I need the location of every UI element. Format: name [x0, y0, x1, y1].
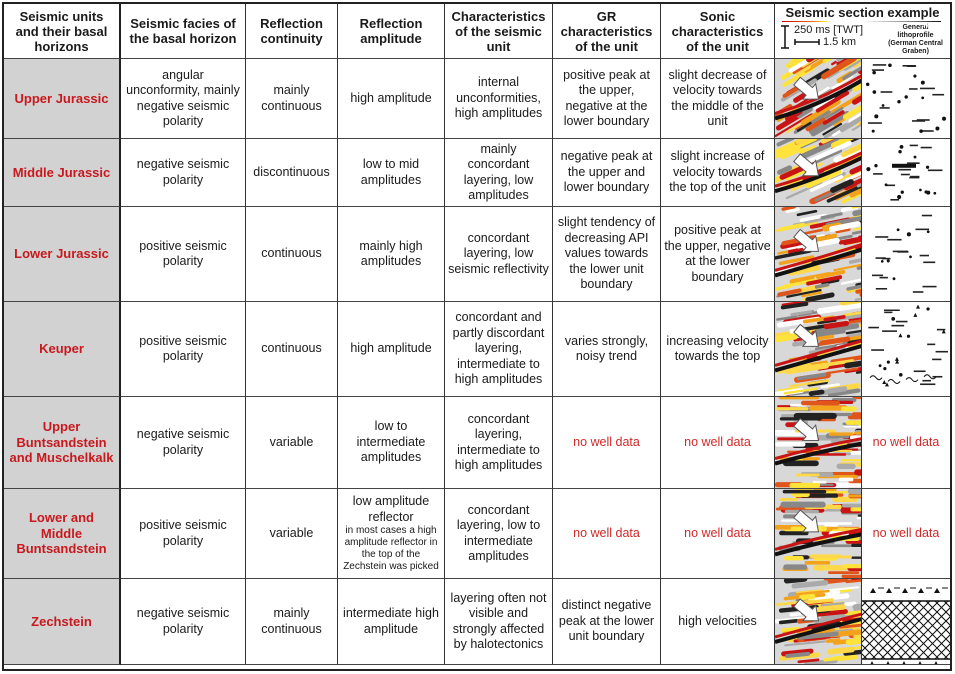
amplitude-note: in most cases a high amplitude reflector in the top of the Zechstein was picked: [343, 525, 439, 572]
unit-characteristics: layering often not visible and strongly affected by halotectonics: [445, 579, 553, 665]
horizontal-scale-icon: [794, 38, 820, 46]
lithoprofile-cell: [862, 302, 950, 397]
amplitude-text: high amplitude: [350, 90, 432, 105]
reflection-amplitude: [338, 302, 445, 397]
seismic-section-image: [775, 207, 862, 302]
seismic-section-title: Seismic section example: [785, 5, 940, 20]
unit-characteristics: concordant layering, intermediate to high amplitudes: [445, 397, 553, 489]
seismic-units-table: [2, 2, 952, 671]
gr-characteristics: no well data: [553, 489, 661, 579]
lithoprofile-pattern: [862, 207, 950, 301]
lithoprofile-cell: [862, 207, 950, 302]
table-row: [4, 489, 950, 579]
header-reflection-amplitude: Reflection amplitude: [338, 4, 445, 59]
amplitude-text: mainly high amplitudes: [359, 238, 423, 268]
reflection-continuity: variable: [246, 397, 338, 489]
reflection-amplitude: [338, 139, 445, 207]
seismic-facies: negative seismic polarity: [121, 397, 246, 489]
seismic-unit-name: Upper Buntsandstein and Muschelkalk: [4, 397, 121, 489]
reflection-continuity: mainly continuous: [246, 59, 338, 139]
seismic-section-image: [775, 59, 862, 139]
seismic-unit-name: Keuper: [4, 302, 121, 397]
unit-characteristics: internal unconformities, high amplitudes: [445, 59, 553, 139]
vertical-scale-icon: [780, 25, 790, 49]
reflection-continuity: discontinuous: [246, 139, 338, 207]
vertical-scale-label: 250 ms [TWT]: [794, 24, 864, 36]
sonic-characteristics: no well data: [661, 489, 775, 579]
reflection-continuity: variable: [246, 489, 338, 579]
unit-characteristics: mainly concordant layering, low amplitudes: [445, 139, 553, 207]
reflection-amplitude: [338, 207, 445, 302]
header-sonic-characteristics: Sonic characteristics of the unit: [661, 4, 775, 59]
seismic-section-image: [775, 489, 862, 579]
table-row: [4, 302, 950, 397]
lithoprofile-cell: [862, 59, 950, 139]
table-row: [4, 207, 950, 302]
amplitude-text: low amplitude reflector: [352, 494, 430, 524]
reflection-amplitude: [338, 489, 445, 579]
amplitude-text: intermediate high amplitude: [343, 606, 439, 636]
amplitude-text: high amplitude: [350, 341, 432, 356]
sonic-characteristics: slight increase of velocity towards the top of the unit: [661, 139, 775, 207]
seismic-facies: positive seismic polarity: [121, 489, 246, 579]
gr-characteristics: negative peak at the upper and lower boundary: [553, 139, 661, 207]
gr-characteristics: positive peak at the upper, negative at the lower boundary: [553, 59, 661, 139]
table-header: [4, 4, 950, 59]
lithoprofile-cell: [862, 579, 950, 665]
horizontal-scale-label: 1.5 km: [823, 36, 857, 48]
unit-characteristics: concordant and partly discordant layering, intermediate to high amplitudes: [445, 302, 553, 397]
lithoprofile-pattern: [862, 579, 950, 664]
reflection-amplitude: [338, 59, 445, 139]
reflection-continuity: continuous: [246, 207, 338, 302]
table-row: [4, 139, 950, 207]
lithoprofile-cell: [862, 139, 950, 207]
lithoprofile-cell: [862, 397, 950, 489]
seismic-facies: angular unconformity, mainly negative seismic polarity: [121, 59, 246, 139]
seismic-section-image: [775, 579, 862, 665]
reflection-continuity: mainly continuous: [246, 579, 338, 665]
litho-subtitle: (German Central Graben): [888, 40, 943, 55]
seismic-section-image: [775, 139, 862, 207]
lithoprofile-pattern: [862, 139, 950, 206]
unit-characteristics: concordant layering, low seismic reflectivity: [445, 207, 553, 302]
litho-title: General lithoprofile: [897, 24, 934, 39]
reflection-amplitude: [338, 579, 445, 665]
seismic-section-image: [775, 397, 862, 489]
seismic-facies: positive seismic polarity: [121, 302, 246, 397]
litho-no-data: no well data: [872, 434, 940, 449]
header-reflection-continuity: Reflection continuity: [246, 4, 338, 59]
reflection-continuity: continuous: [246, 302, 338, 397]
header-seismic-facies: Seismic facies of the basal horizon: [121, 4, 246, 59]
seismic-unit-name: Lower Jurassic: [4, 207, 121, 302]
table-row: [4, 579, 950, 665]
gr-characteristics: varies strongly, noisy trend: [553, 302, 661, 397]
seismic-facies: positive seismic polarity: [121, 207, 246, 302]
gr-characteristics: distinct negative peak at the lower unit boundary: [553, 579, 661, 665]
litho-no-data: no well data: [872, 525, 940, 540]
header-gr-characteristics: GR characteristics of the unit: [553, 4, 661, 59]
sonic-characteristics: increasing velocity towards the top: [661, 302, 775, 397]
scale-min-label: Min: [784, 21, 798, 30]
lithoprofile-cell: [862, 489, 950, 579]
lithoprofile-pattern: [862, 59, 950, 138]
seismic-unit-name: Zechstein: [4, 579, 121, 665]
seismic-facies: negative seismic polarity: [121, 139, 246, 207]
gr-characteristics: no well data: [553, 397, 661, 489]
seismic-unit-name: Upper Jurassic: [4, 59, 121, 139]
reflection-amplitude: [338, 397, 445, 489]
seismic-unit-name: Lower and Middle Buntsandstein: [4, 489, 121, 579]
sonic-characteristics: slight decrease of velocity towards the middle of the unit: [661, 59, 775, 139]
seismic-unit-name: Middle Jurassic: [4, 139, 121, 207]
sonic-characteristics: high velocities: [661, 579, 775, 665]
gr-characteristics: slight tendency of decreasing API values towards the lower unit boundary: [553, 207, 661, 302]
amplitude-text: low to intermediate amplitudes: [356, 419, 426, 465]
seismic-facies: negative seismic polarity: [121, 579, 246, 665]
header-seismic-section: [775, 4, 950, 59]
seismic-section-image: [775, 302, 862, 397]
table-row: [4, 59, 950, 139]
table-row: [4, 397, 950, 489]
scale-max-label: Max: [923, 21, 939, 30]
lithoprofile-pattern: [862, 302, 950, 396]
header-seismic-units: Seismic units and their basal horizons: [4, 4, 121, 59]
sonic-characteristics: no well data: [661, 397, 775, 489]
unit-characteristics: concordant layering, low to intermediate amplitudes: [445, 489, 553, 579]
sonic-characteristics: positive peak at the upper, negative at the lower boundary: [661, 207, 775, 302]
amplitude-text: low to mid amplitudes: [360, 157, 422, 187]
header-unit-characteristics: Characteristics of the seismic unit: [445, 4, 553, 59]
